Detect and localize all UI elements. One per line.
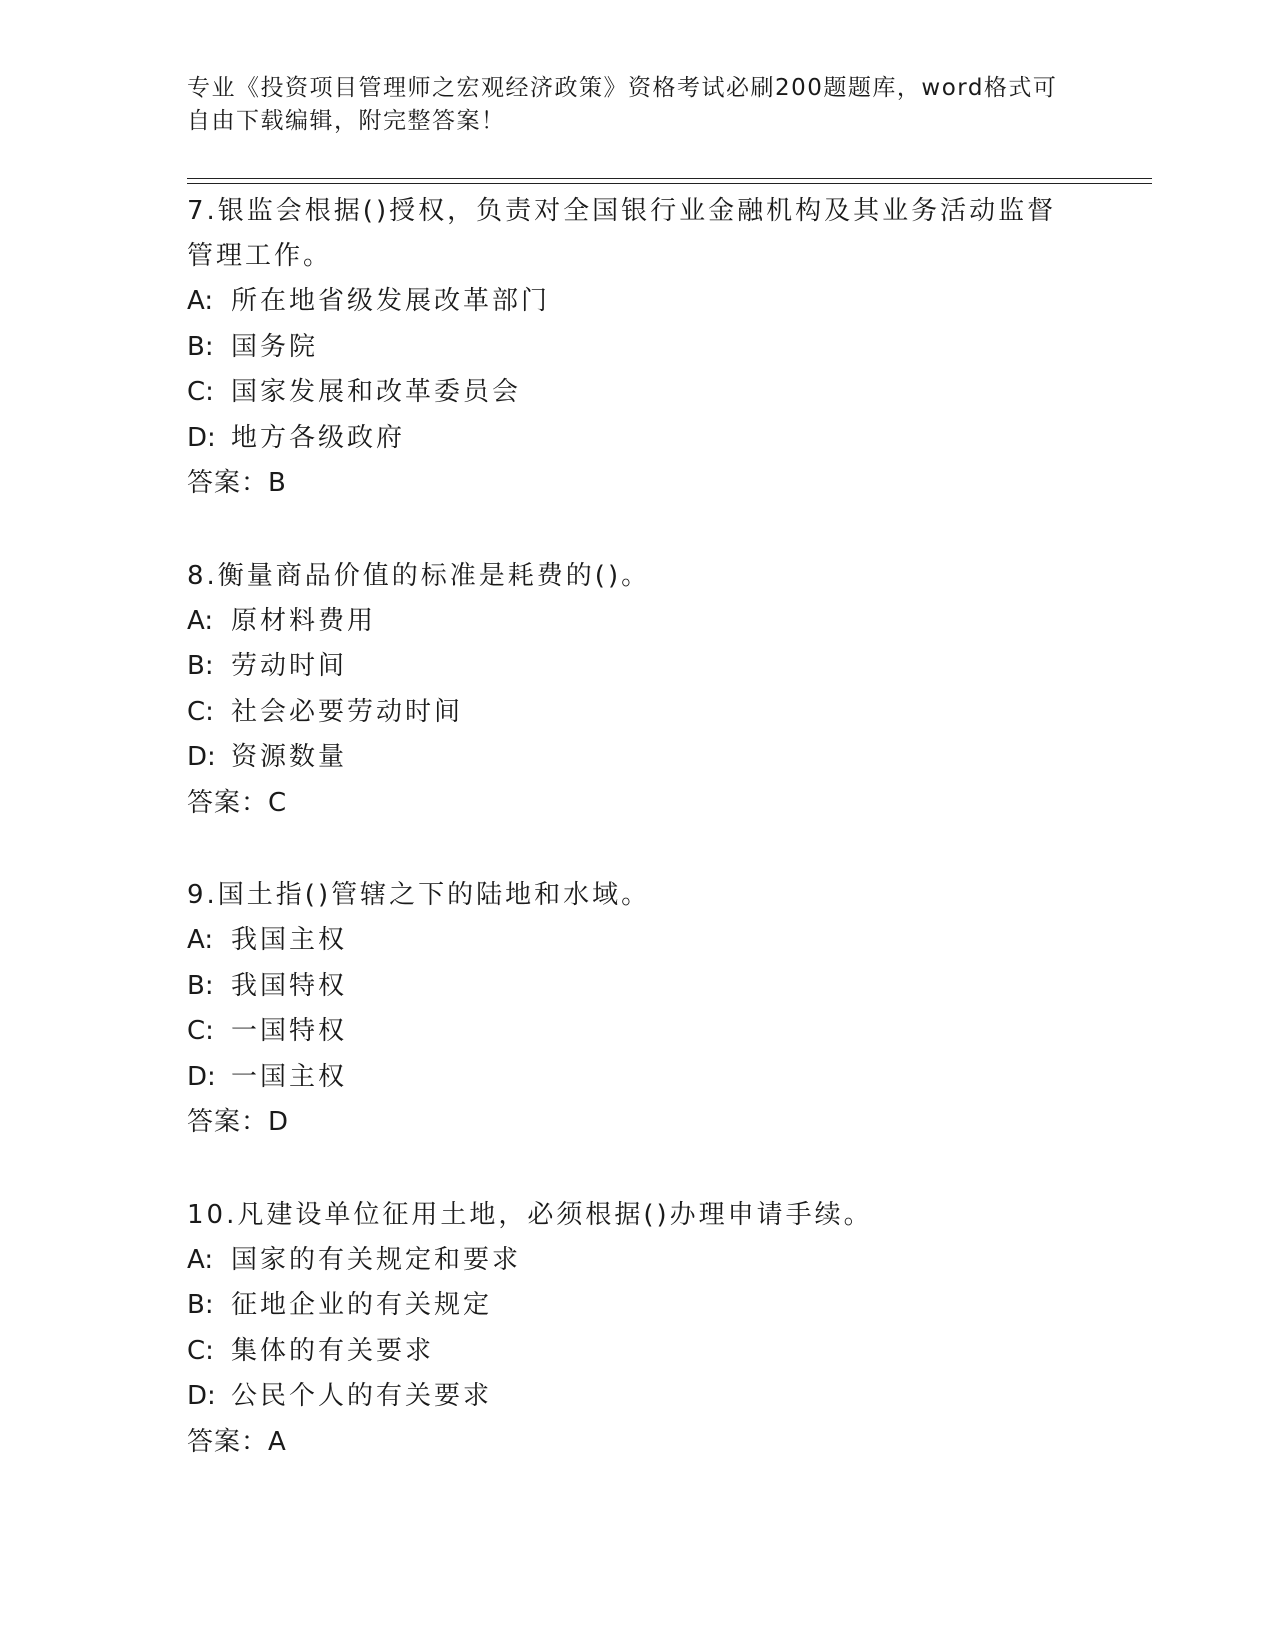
option-letter: B: — [187, 1290, 214, 1320]
answer-label: 答案：D — [187, 1107, 290, 1137]
option-text: 我国特权 — [231, 970, 348, 1001]
option-text: 地方各级政府 — [231, 422, 406, 453]
option-letter: A: — [187, 925, 214, 955]
header-line-1: 专业《投资项目管理师之宏观经济政策》资格考试必刷200题题库，word格式可 — [187, 75, 1058, 101]
option-d — [187, 416, 1087, 462]
option-d — [187, 735, 1087, 781]
question-text — [187, 873, 1087, 918]
option-c — [187, 1009, 1087, 1055]
answer-label: 答案：A — [187, 1426, 287, 1457]
option-text: 国务院 — [231, 331, 319, 362]
option-letter: A: — [187, 286, 214, 316]
option-text: 资源数量 — [231, 742, 348, 772]
question-list — [187, 189, 1087, 1512]
option-letter: C: — [187, 1335, 214, 1366]
option-text: 国家的有关规定和要求 — [231, 1244, 522, 1275]
option-text: 原材料费用 — [231, 605, 377, 636]
option-d — [187, 1055, 1087, 1101]
question-8 — [187, 554, 1087, 827]
answer-label: 答案：B — [187, 468, 287, 498]
option-text: 劳动时间 — [231, 651, 348, 681]
option-b — [187, 964, 1087, 1010]
document-header — [187, 72, 1067, 138]
option-text: 集体的有关要求 — [231, 1335, 435, 1366]
option-a — [187, 279, 1087, 325]
option-text: 所在地省级发展改革部门 — [231, 286, 551, 316]
question-10 — [187, 1193, 1087, 1466]
option-c — [187, 690, 1087, 736]
option-text: 我国主权 — [231, 925, 348, 955]
question-text-line-1: 10.凡建设单位征用土地，必须根据()办理申请手续。 — [187, 1199, 873, 1230]
option-letter: D: — [187, 1381, 216, 1411]
option-letter: A: — [187, 1244, 214, 1275]
question-text — [187, 189, 1087, 279]
header-divider-top — [187, 178, 1152, 179]
option-letter: C: — [187, 377, 214, 407]
option-a — [187, 1238, 1087, 1284]
option-letter: C: — [187, 696, 214, 727]
option-letter: D: — [187, 1061, 216, 1092]
option-a — [187, 599, 1087, 645]
option-letter: C: — [187, 1016, 214, 1046]
option-letter: D: — [187, 742, 216, 772]
option-c — [187, 1329, 1087, 1375]
question-text-line-1: 7.银监会根据()授权，负责对全国银行业金融机构及其业务活动监督 — [187, 196, 1057, 226]
header-line-2: 自由下载编辑，附完整答案！ — [187, 108, 506, 134]
option-text: 征地企业的有关规定 — [231, 1290, 493, 1320]
option-text: 国家发展和改革委员会 — [231, 377, 522, 407]
question-9 — [187, 873, 1087, 1146]
question-text-line-2: 管理工作。 — [187, 241, 333, 271]
option-letter: A: — [187, 605, 214, 636]
option-b — [187, 325, 1087, 371]
option-text: 一国主权 — [231, 1061, 348, 1092]
option-text: 一国特权 — [231, 1016, 348, 1046]
option-text: 公民个人的有关要求 — [231, 1381, 493, 1411]
option-letter: B: — [187, 970, 214, 1001]
option-letter: B: — [187, 651, 214, 681]
option-b — [187, 1283, 1087, 1329]
option-text: 社会必要劳动时间 — [231, 696, 464, 727]
option-letter: D: — [187, 422, 216, 453]
header-divider-bottom — [187, 183, 1152, 184]
option-c — [187, 370, 1087, 416]
option-a — [187, 918, 1087, 964]
question-text — [187, 1193, 1087, 1238]
option-d — [187, 1374, 1087, 1420]
option-b — [187, 644, 1087, 690]
question-text — [187, 554, 1087, 599]
question-7 — [187, 189, 1087, 507]
question-text-line-1: 9.国土指()管辖之下的陆地和水域。 — [187, 880, 651, 910]
question-text-line-1: 8.衡量商品价值的标准是耗费的()。 — [187, 560, 651, 591]
answer-label: 答案：C — [187, 787, 288, 818]
option-letter: B: — [187, 331, 214, 362]
